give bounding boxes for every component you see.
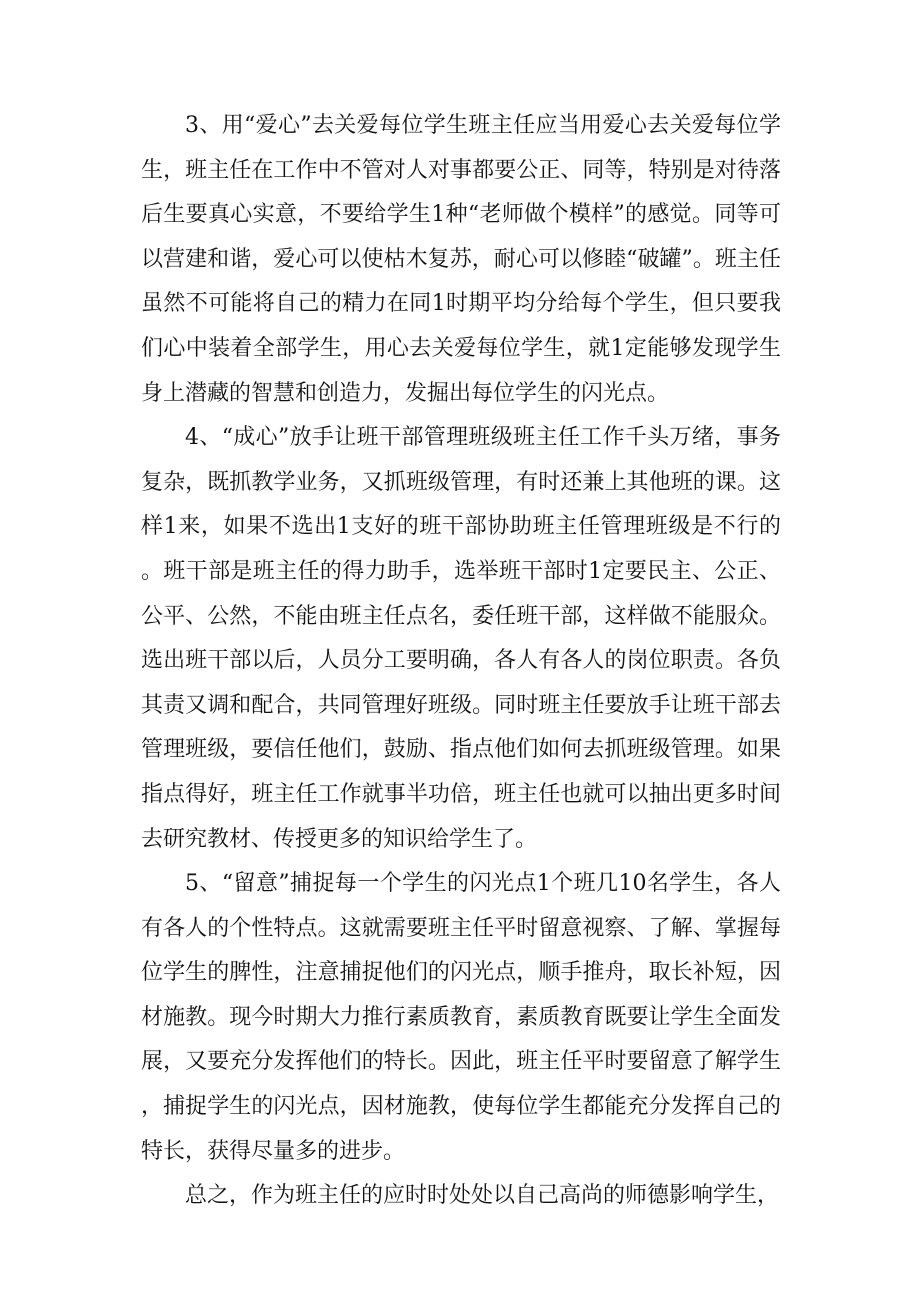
document-body xyxy=(141,104,781,1219)
paragraph-conclusion: 总之，作为班主任的应时时处处以自己高尚的师德影响学生， xyxy=(185,1183,780,1209)
paragraph-love: 3、用“爱心”去关爱每位学生班主任应当用爱心去关爱每位学生，班主任在工作中不管对人对事都要公正、同等，特别是对待落后生要真心实意，不要给学生1种“老师做个模样”的感觉。同等可以营建和谐，爱心可以使枯木复苏，耐心可以修睦“破罐”。班主任虽然不可能将自己的精力在同1时期平均分给每个学生，但只要我们心中装着全部学生，用心去关爱每位学生，就1定能够发现学生身上潜藏的智慧和创造力，发掘出每位学生的闪光点。 xyxy=(141,113,781,406)
paragraph-class-cadres: 4、“成心”放手让班干部管理班级班主任工作千头万绪，事务复杂，既抓教学业务，又抓班级管理，有时还兼上其他班的课。这样1来，如果不选出1支好的班干部协助班主任管理班级是不行的。班干部是班主任的得力助手，选举班干部时1定要民主、公正、公平、公然，不能由班主任点名，委任班干部，这样做不能服众。选出班干部以后，人员分工要明确，各人有各人的岗位职责。各负其责又调和配合，共同管理好班级。同时班主任要放手让班干部去管理班级，要信任他们，鼓励、指点他们如何去抓班级管理。如果指点得好，班主任工作就事半功倍，班主任也就可以抽出更多时间去研究教材、传授更多的知识给学生了。 xyxy=(141,425,781,852)
paragraph-bright-spots: 5、“留意”捕捉每一个学生的闪光点1个班几10名学生，各人有各人的个性特点。这就需要班主任平时留意视察、了解、掌握每位学生的脾性，注意捕捉他们的闪光点，顺手推舟，取长补短，因材施教。现今时期大力推行素质教育，素质教育既要让学生全面发展，又要充分发挥他们的特长。因此，班主任平时要留意了解学生，捕捉学生的闪光点，因材施教，使每位学生都能充分发挥自己的特长，获得尽量多的进步。 xyxy=(141,871,781,1164)
